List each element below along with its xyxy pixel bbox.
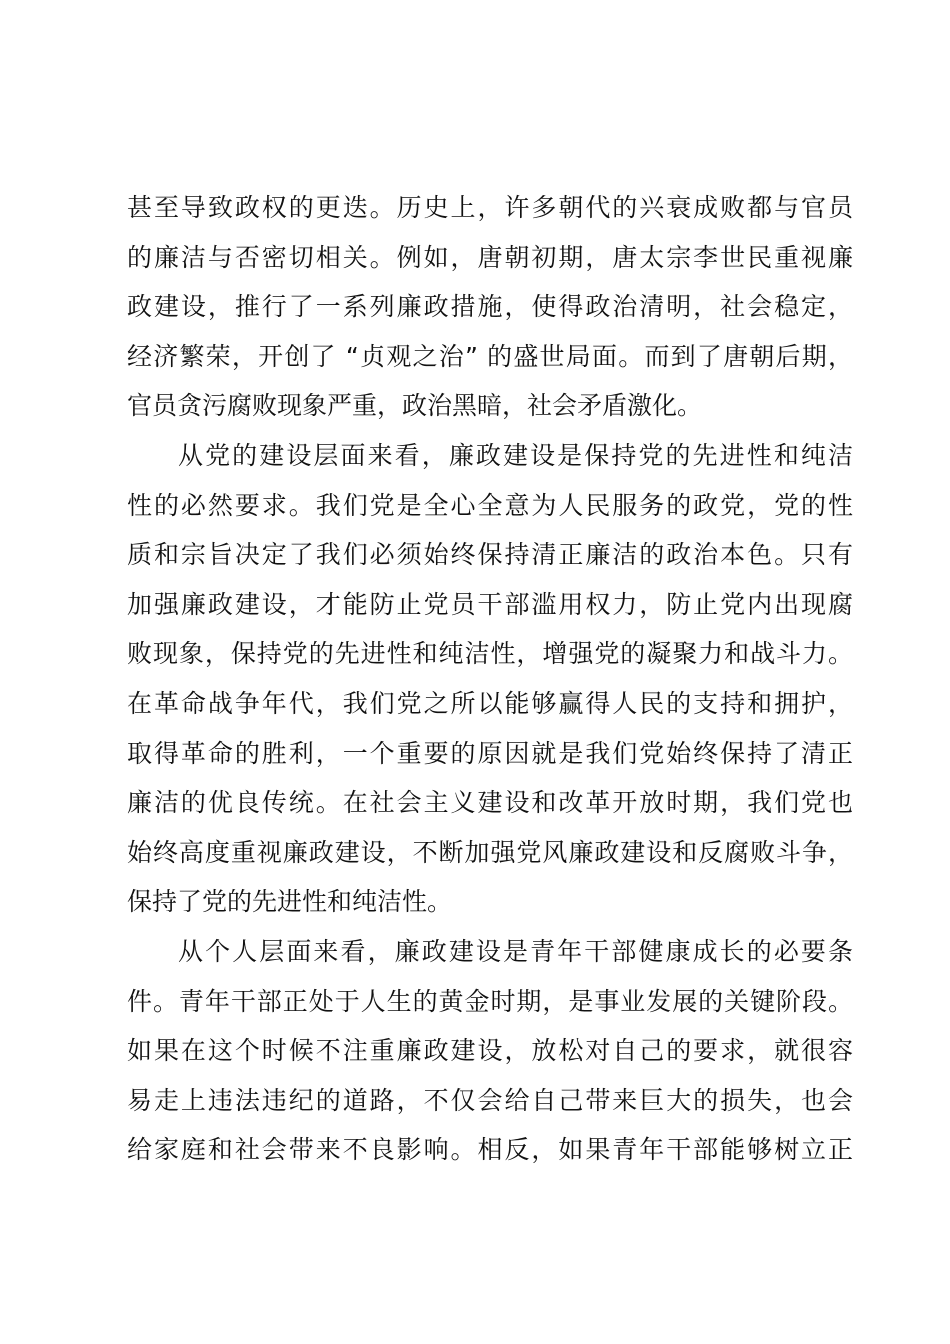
text-line: 政建设，推行了一系列廉政措施，使得政治清明，社会稳定，: [127, 292, 853, 322]
text-line: 败现象，保持党的先进性和纯洁性，增强党的凝聚力和战斗力。: [127, 639, 853, 669]
paragraph: [127, 431, 853, 927]
text-line: 件。青年干部正处于人生的黄金时期，是事业发展的关键阶段。: [127, 986, 853, 1016]
text-line: 廉洁的优良传统。在社会主义建设和改革开放时期，我们党也: [127, 788, 853, 818]
text-line: 保持了党的先进性和纯洁性。: [127, 887, 453, 917]
text-line: 易走上违法违纪的道路，不仅会给自己带来巨大的损失，也会: [127, 1085, 853, 1115]
text-line: 从个人层面来看，廉政建设是青年干部健康成长的必要条: [178, 936, 853, 966]
text-line: 在革命战争年代，我们党之所以能够赢得人民的支持和拥护，: [127, 688, 853, 718]
paragraph: [127, 927, 853, 1175]
text-line: 的廉洁与否密切相关。例如，唐朝初期，唐太宗李世民重视廉: [127, 242, 853, 272]
text-line: 经济繁荣，开创了 “贞观之治” 的盛世局面。而到了唐朝后期，: [127, 341, 853, 371]
text-line: 如果在这个时候不注重廉政建设，放松对自己的要求，就很容: [127, 1036, 853, 1066]
text-line: 从党的建设层面来看，廉政建设是保持党的先进性和纯洁: [178, 440, 853, 470]
text-line: 质和宗旨决定了我们必须始终保持清正廉洁的政治本色。只有: [127, 540, 853, 570]
text-line: 性的必然要求。我们党是全心全意为人民服务的政党，党的性: [127, 490, 853, 520]
body-text: [127, 183, 853, 1175]
text-line: 取得革命的胜利，一个重要的原因就是我们党始终保持了清正: [127, 738, 853, 768]
text-line: 官员贪污腐败现象严重，政治黑暗，社会矛盾激化。: [127, 391, 703, 421]
text-line: 给家庭和社会带来不良影响。相反，如果青年干部能够树立正: [127, 1135, 853, 1165]
text-line: 始终高度重视廉政建设，不断加强党风廉政建设和反腐败斗争，: [127, 837, 853, 867]
paragraph: [127, 183, 853, 431]
text-line: 加强廉政建设，才能防止党员干部滥用权力，防止党内出现腐: [127, 589, 853, 619]
text-line: 甚至导致政权的更迭。历史上，许多朝代的兴衰成败都与官员: [127, 193, 853, 222]
